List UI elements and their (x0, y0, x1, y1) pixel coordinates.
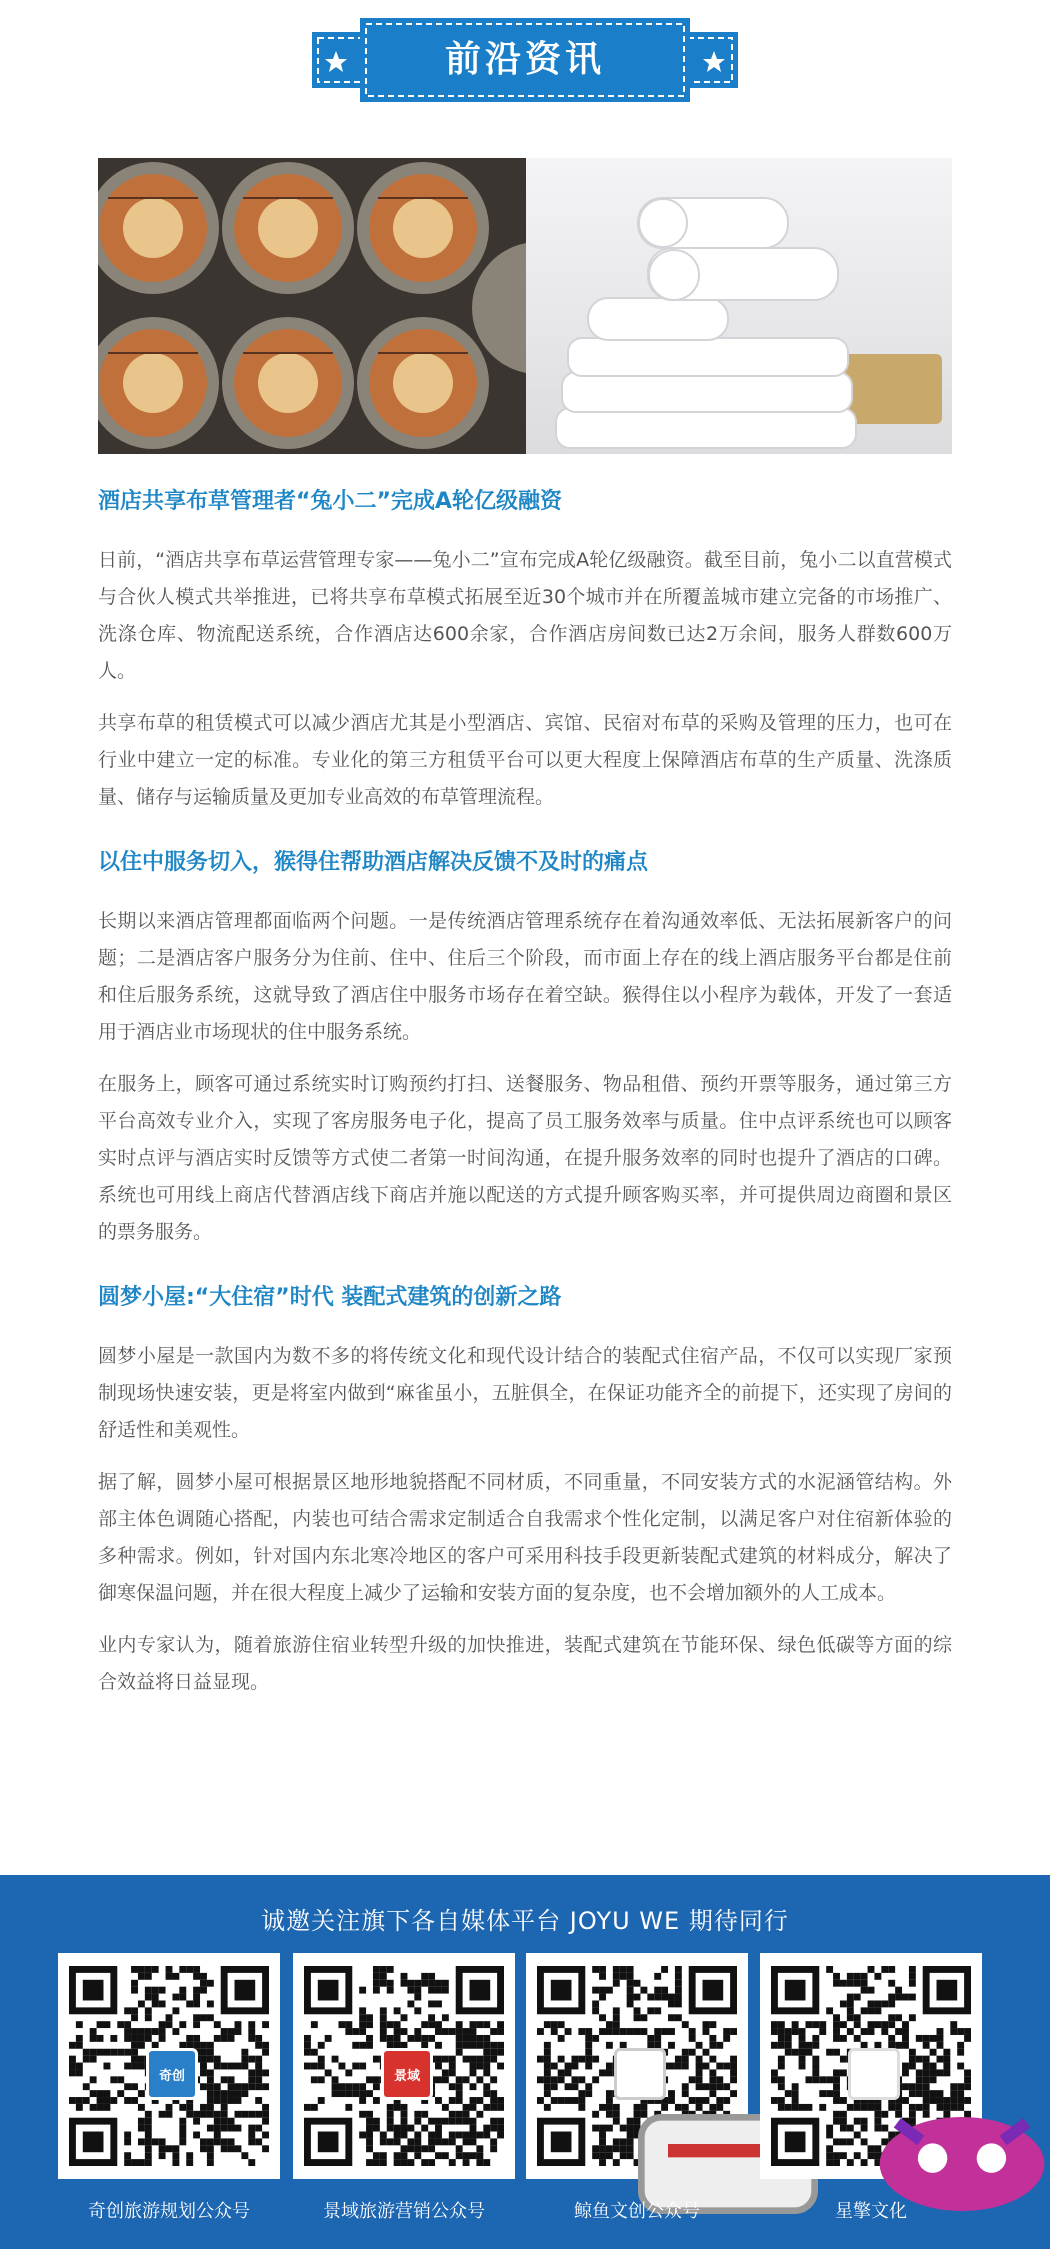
page-title: 前沿资讯 (444, 39, 605, 80)
section-title: 酒店共享布草管理者“兔小二”完成A轮亿级融资 (98, 489, 562, 514)
qr-label: 景域旅游营销公众号 (323, 2201, 485, 2222)
qr-code-xingqing[interactable] (760, 1953, 982, 2179)
qr-code-jingyu[interactable] (293, 1953, 515, 2179)
article-section (98, 480, 952, 816)
pipe-hotel-photo (98, 158, 526, 454)
jingyu-logo-icon: 景域 (381, 2048, 433, 2100)
xingqing-logo-icon (848, 2048, 900, 2100)
qr-label: 鲸鱼文创公众号 (574, 2201, 700, 2222)
article-section (98, 1276, 952, 1701)
banner (0, 0, 1050, 120)
whale-logo-icon (614, 2048, 666, 2100)
paragraph: 在服务上，顾客可通过系统实时订购预约打扫、送餐服务、物品租借、预约开票等服务，通过第三方平台高效专业介入，实现了客房服务电子化，提高了员工服务效率与质量。住中点评系统也可以顾客实时点评与酒店实时反馈等方式使二者第一时间沟通，在提升服务效率的同时也提升了酒店的口碑。系统也可用线上商店代替酒店线下商店并施以配送的方式提升顾客购买率，并可提供周边商圈和景区的票务服务。 (98, 1073, 952, 1243)
section-title: 以住中服务切入，猴得住帮助酒店解决反馈不及时的痛点 (98, 850, 649, 875)
qr-label: 奇创旅游规划公众号 (88, 2201, 250, 2222)
paragraph: 圆梦小屋是一款国内为数不多的将传统文化和现代设计结合的装配式住宿产品，不仅可以实现厂家预制现场快速安装，更是将室内做到“麻雀虽小，五脏俱全，在保证功能齐全的前提下，还实现了房间的舒适性和美观性。 (98, 1345, 952, 1441)
hero-image (98, 158, 952, 454)
section-title: 圆梦小屋:“大住宿”时代 装配式建筑的创新之路 (98, 1285, 562, 1310)
paragraph: 业内专家认为，随着旅游住宿业转型升级的加快推进，装配式建筑在节能环保、绿色低碳等方面的综合效益将日益显现。 (98, 1634, 952, 1693)
paragraph: 据了解，圆梦小屋可根据景区地形地貌搭配不同材质，不同重量，不同安装方式的水泥涵管结构。外部主体色调随心搭配，内装也可结合需求定制适合自我需求个性化定制，以满足客户对住宿新体验的多种需求。例如，针对国内东北寒冷地区的客户可采用科技手段更新装配式建筑的材料成分，解决了御寒保温问题，并在很大程度上减少了运输和安装方面的复杂度，也不会增加额外的人工成本。 (98, 1471, 952, 1604)
towels-photo (526, 158, 952, 454)
paragraph: 共享布草的租赁模式可以减少酒店尤其是小型酒店、宾馆、民宿对布草的采购及管理的压力，也可在行业中建立一定的标准。专业化的第三方租赁平台可以更大程度上保障酒店布草的生产质量、洗涤质量、储存与运输质量及更加专业高效的布草管理流程。 (98, 712, 952, 808)
qichuang-logo-icon: 奇创 (146, 2048, 198, 2100)
qr-label: 星擎文化 (835, 2201, 907, 2222)
footer-heading: 诚邀关注旗下各自媒体平台 JOYU WE 期待同行 (261, 1907, 789, 1935)
footer (0, 1875, 1050, 2249)
qr-code-whale[interactable] (526, 1953, 748, 2179)
article (98, 480, 952, 1726)
paragraph: 长期以来酒店管理都面临两个问题。一是传统酒店管理系统存在着沟通效率低、无法拓展新客户的问题；二是酒店客户服务分为住前、住中、住后三个阶段，而市面上存在的线上酒店服务平台都是住前和住后服务系统，这就导致了酒店住中服务市场存在着空缺。猴得住以小程序为载体，开发了一套适用于酒店业市场现状的住中服务系统。 (98, 910, 952, 1043)
qr-code-qichuang[interactable] (58, 1953, 280, 2179)
paragraph: 日前，“酒店共享布草运营管理专家——兔小二”宣布完成A轮亿级融资。截至目前，兔小二以直营模式与合伙人模式共举推进，已将共享布草模式拓展至近30个城市并在所覆盖城市建立完备的市场推广、洗涤仓库、物流配送系统，合作酒店达600余家，合作酒店房间数已达2万余间，服务人群数600万人。 (98, 549, 952, 682)
article-section (98, 841, 952, 1251)
